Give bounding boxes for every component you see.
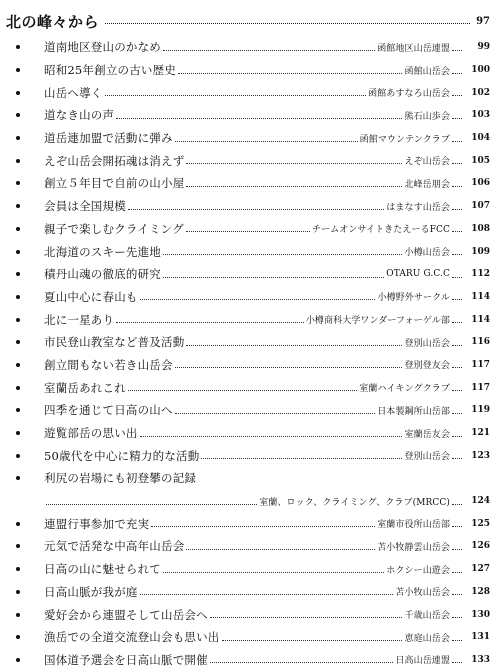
bullet-icon (16, 295, 20, 299)
entry-title: 遊覧部岳の思い出 (44, 426, 138, 441)
toc-entry[interactable] (44, 104, 490, 127)
entry-page-number: 108 (471, 223, 490, 234)
bullet-icon (16, 91, 20, 95)
dot-leader (140, 299, 376, 300)
toc-entry[interactable] (44, 422, 490, 445)
bullet-icon (16, 590, 20, 594)
dot-leader (452, 504, 462, 505)
entry-page-number: 117 (471, 382, 490, 393)
bullet-icon (16, 68, 20, 72)
toc-entry[interactable] (44, 444, 490, 467)
entry-page-number: 124 (471, 496, 490, 507)
entry-title: 日高の山に魅せられて (44, 562, 161, 577)
toc-entry[interactable] (44, 308, 490, 331)
toc-entry[interactable] (44, 149, 490, 172)
toc-entry[interactable] (44, 467, 490, 490)
entry-organization: OTARU G.C.C (386, 269, 450, 280)
dot-leader (452, 413, 462, 414)
toc-entry[interactable] (44, 331, 490, 354)
dot-leader (210, 662, 394, 663)
dot-leader (452, 95, 462, 96)
toc-entry[interactable] (44, 399, 490, 422)
entry-page-number: 106 (471, 178, 490, 189)
bullet-icon (16, 635, 20, 639)
bullet-icon (16, 250, 20, 254)
dot-leader (140, 436, 403, 437)
entry-title: 連盟行事参加で充実 (44, 516, 150, 531)
dot-leader (178, 73, 402, 74)
dot-leader (452, 322, 462, 323)
toc-entry[interactable] (44, 581, 490, 604)
dot-leader (452, 277, 462, 278)
entry-organization: 北峰岳朋会 (404, 179, 450, 190)
entry-organization: 日高山岳連盟 (395, 656, 450, 667)
dot-leader (452, 345, 462, 346)
entry-page-number: 119 (471, 405, 490, 416)
entry-page-number: 114 (471, 314, 490, 325)
entry-title: 元気で活発な中高年山岳会 (44, 539, 185, 554)
entry-page-number: 130 (471, 609, 490, 620)
dot-leader (116, 322, 304, 323)
entry-organization: 恵庭山岳会 (404, 633, 450, 644)
entry-page-number: 127 (471, 564, 490, 575)
entry-organization: 室蘭岳友会 (404, 429, 450, 440)
entry-page-number: 133 (471, 654, 490, 665)
entry-title: 愛好会から連盟そして山岳会へ (44, 607, 208, 622)
bullet-icon (16, 408, 20, 412)
entry-organization: はまなす山岳会 (386, 202, 450, 213)
dot-leader (452, 299, 462, 300)
dot-leader (452, 390, 462, 391)
dot-leader (452, 640, 462, 641)
entry-page-number: 128 (471, 586, 490, 597)
entry-title: 夏山中心に春山も (44, 289, 138, 304)
toc-entry[interactable] (44, 195, 490, 218)
section-header (6, 8, 490, 34)
entry-title: 山岳へ導く (44, 85, 103, 100)
entry-title: 創立間もない若き山岳会 (44, 357, 173, 372)
toc-entry[interactable] (44, 127, 490, 150)
entry-title: 北海道のスキー先進地 (44, 244, 161, 259)
dot-leader (452, 526, 462, 527)
entry-page-number: 100 (471, 65, 490, 76)
dot-leader (452, 118, 462, 119)
toc-entry[interactable] (44, 263, 490, 286)
entry-page-number: 109 (471, 246, 490, 257)
entry-title: 50歳代を中心に精力的な活動 (44, 448, 200, 463)
entry-page-number: 114 (471, 291, 490, 302)
toc-entry[interactable] (44, 36, 490, 59)
entry-organization: 登別山岳会 (404, 338, 450, 349)
toc-entry[interactable] (44, 376, 490, 399)
toc-entry[interactable] (44, 240, 490, 263)
toc-entry[interactable] (44, 512, 490, 535)
entry-title: 室蘭岳あれこれ (44, 380, 126, 395)
section-page-number: 97 (476, 15, 490, 27)
entry-title: 四季を通じて日高の山へ (44, 403, 173, 418)
dot-leader (452, 458, 462, 459)
bullet-icon (16, 227, 20, 231)
bullet-icon (16, 181, 20, 185)
dot-leader (452, 141, 462, 142)
dot-leader (452, 549, 462, 550)
dot-leader (452, 73, 462, 74)
entry-page-number: 105 (471, 155, 490, 166)
dot-leader (452, 436, 462, 437)
entry-title: 積丹山魂の徹底的研究 (44, 267, 161, 282)
dot-leader (163, 572, 384, 573)
entry-title: 親子で楽しむクライミング (44, 221, 184, 236)
dot-leader (186, 231, 310, 232)
section-title: 北の峰々から (6, 12, 100, 31)
dot-leader (222, 640, 403, 641)
entry-organization: えぞ山岳会 (404, 157, 450, 168)
entry-page-number: 116 (471, 337, 490, 348)
entry-title: 創立５年目で自前の山小屋 (44, 176, 185, 191)
bullet-icon (16, 567, 20, 571)
entry-page-number: 117 (471, 359, 490, 370)
entry-organization: 函館地区山岳連盟 (377, 43, 450, 54)
entry-title: 昭和25年創立の古い歴史 (44, 63, 177, 78)
entry-organization: 小樽商科大学ワンダーフォーゲル部 (305, 316, 450, 327)
dot-leader (175, 141, 358, 142)
entry-title: 漁岳での全道交流登山会も思い出 (44, 630, 220, 645)
dot-leader (452, 617, 462, 618)
dot-leader (452, 186, 462, 187)
entry-organization: ホクシー山遊会 (386, 565, 450, 576)
entry-organization: 函館あすなろ山岳会 (368, 89, 450, 100)
dot-leader (452, 572, 462, 573)
bullet-icon (16, 386, 20, 390)
dot-leader (186, 163, 402, 164)
toc-entry[interactable] (44, 59, 490, 82)
dot-leader (452, 163, 462, 164)
entry-title: 道南地区登山のかなめ (44, 40, 161, 55)
entry-organization: 函館山岳会 (404, 66, 450, 77)
dot-leader (452, 209, 462, 210)
toc-entry[interactable] (44, 172, 490, 195)
bullet-icon (16, 340, 20, 344)
dot-leader (151, 526, 375, 527)
entry-title: 北に一星あり (44, 312, 115, 327)
bullet-icon (16, 159, 20, 163)
toc-entry[interactable] (44, 286, 490, 309)
toc-entry[interactable] (44, 535, 490, 558)
toc-entry[interactable] (44, 649, 490, 671)
dot-leader (210, 617, 403, 618)
dot-leader (175, 367, 403, 368)
dot-leader (186, 549, 375, 550)
dot-leader (452, 594, 462, 595)
dot-leader (163, 254, 402, 255)
toc-entry[interactable] (44, 558, 490, 581)
bullet-icon (16, 544, 20, 548)
dot-leader (452, 231, 462, 232)
entry-page-number: 125 (471, 518, 490, 529)
dot-leader (186, 186, 402, 187)
bullet-icon (16, 658, 20, 662)
entry-organization: 室蘭市役所山岳部 (377, 520, 450, 531)
entry-organization: 函館マウンテンクラブ (359, 134, 450, 145)
bullet-icon (16, 318, 20, 322)
dot-leader (452, 367, 462, 368)
entry-title: 市民登山教室など普及活動 (44, 335, 185, 350)
entry-title: 国体道予選会を日高山脈で開催 (44, 652, 208, 667)
bullet-icon (16, 522, 20, 526)
entry-title: 利尻の岩場にも初登攀の記録 (44, 471, 197, 486)
entry-organization: 日本製鋼所山岳部 (377, 406, 450, 417)
entry-organization: 室蘭ハイキングクラブ (359, 384, 450, 395)
dot-leader (128, 209, 384, 210)
bullet-icon (16, 45, 20, 49)
entry-organization: 小樽野外サークル (377, 293, 450, 304)
entry-organization: 苫小牧静雲山岳会 (377, 542, 450, 553)
entry-organization: チームオンサイトきたえーるFCC (312, 225, 450, 236)
entry-organization: 熊石山歩会 (404, 111, 450, 122)
entry-page-number: 99 (477, 42, 490, 53)
entry-title: 道岳連加盟で活動に弾み (44, 131, 173, 146)
dot-leader (116, 118, 402, 119)
dot-leader (140, 594, 394, 595)
entry-page-number: 107 (471, 201, 490, 212)
toc-entry[interactable] (44, 81, 490, 104)
entry-page-number: 123 (471, 450, 490, 461)
dot-leader (452, 254, 462, 255)
dot-leader (105, 95, 367, 96)
header-dot-leader (105, 23, 470, 24)
entry-page-number: 126 (471, 541, 490, 552)
bullet-icon (16, 454, 20, 458)
entry-title: えぞ山岳会開拓魂は消えず (44, 153, 185, 168)
dot-leader (128, 390, 357, 391)
entry-title: 道なき山の声 (44, 108, 115, 123)
entry-title: 日高山脈が我が庭 (44, 584, 138, 599)
bullet-icon (16, 613, 20, 617)
bullet-icon (16, 272, 20, 276)
dot-leader (46, 504, 257, 505)
toc-entry[interactable] (44, 603, 490, 626)
entry-organization: 室蘭、ロック、クライミング、クラブ(MRCC) (259, 497, 450, 508)
entry-title: 会員は全国規模 (44, 199, 126, 214)
entry-page-number: 112 (471, 269, 490, 280)
dot-leader (175, 413, 375, 414)
entry-organization: 苫小牧山岳会 (395, 588, 450, 599)
bullet-icon (16, 431, 20, 435)
dot-leader (452, 50, 462, 51)
entry-organization: 千歳山岳会 (404, 611, 450, 622)
entry-organization: 登別登友会 (404, 361, 450, 372)
bullet-icon (16, 113, 20, 117)
entry-page-number: 104 (471, 133, 490, 144)
entry-page-number: 121 (471, 428, 490, 439)
dot-leader (186, 345, 402, 346)
bullet-icon (16, 476, 20, 480)
table-of-contents (44, 36, 490, 671)
toc-entry[interactable] (44, 490, 490, 513)
bullet-icon (16, 136, 20, 140)
dot-leader (163, 50, 375, 51)
dot-leader (452, 662, 462, 663)
dot-leader (201, 458, 402, 459)
entry-organization: 小樽山岳会 (404, 248, 450, 259)
bullet-icon (16, 204, 20, 208)
dot-leader (163, 277, 384, 278)
entry-organization: 登別山岳会 (404, 452, 450, 463)
toc-entry[interactable] (44, 218, 490, 241)
toc-entry[interactable] (44, 626, 490, 649)
entry-page-number: 102 (471, 87, 490, 98)
entry-page-number: 131 (471, 632, 490, 643)
toc-entry[interactable] (44, 354, 490, 377)
bullet-icon (16, 363, 20, 367)
entry-page-number: 103 (471, 110, 490, 121)
